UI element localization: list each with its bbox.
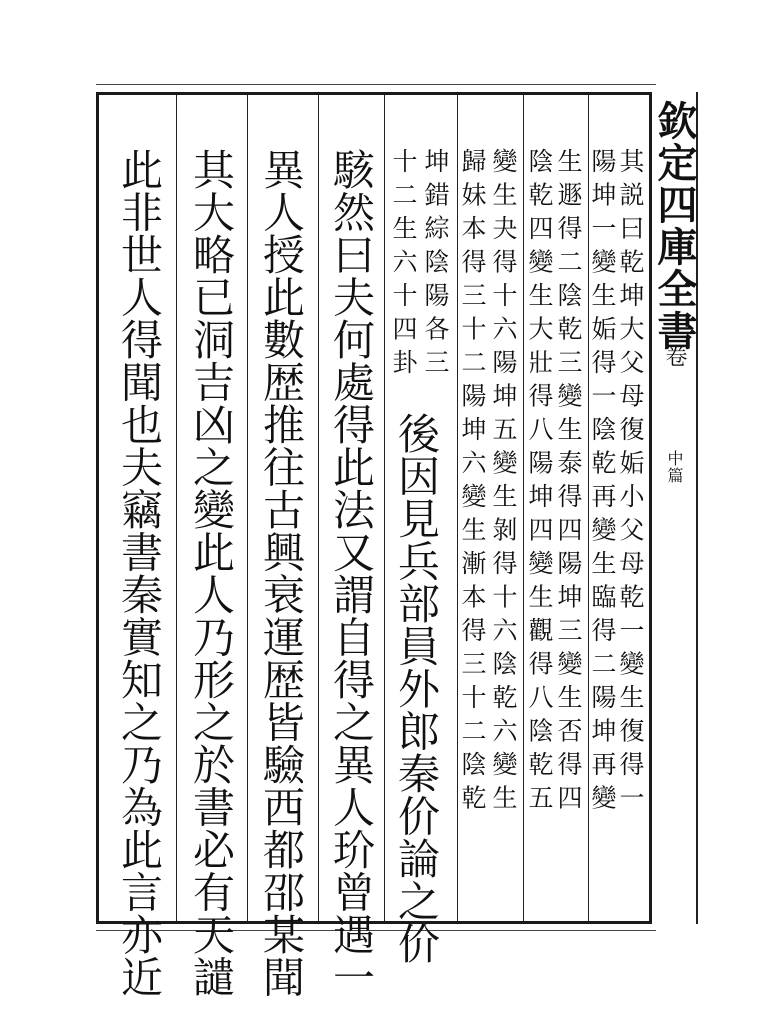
top-rule [96,84,656,85]
column-rule [384,95,385,921]
column-rule [247,95,248,921]
text-column-3: 生遯得二陰乾三變生泰得四陽坤三變生否得四 [554,148,583,818]
text-column-13: 此非世人得聞也夫竊書秦實知之乃為此言亦近 [115,148,164,998]
text-column-12: 其大略已洞吉凶之變此人乃形之於書必有天譴 [187,148,236,998]
text-column-9: 後因見兵部員外郎秦价論之价 [392,412,441,965]
collection-title: 欽定四庫全書 [651,100,698,352]
text-column-1: 其説曰乾坤大父母復姤小父母乾一變生復得一 [616,148,645,818]
volume-label: 卷 [662,345,687,369]
text-column-10: 駭然曰夫何處得此法又謂自得之異人玠曾遇一 [327,148,376,998]
text-column-5: 變生夬得十六陽坤五變生剝得十六陰乾六變生 [489,148,518,818]
column-rule [523,95,524,921]
bottom-rule [96,930,656,931]
text-column-4: 陰乾四變生大壯得八陽坤四變生觀得八陰乾五 [525,148,554,818]
text-column-7: 坤錯綜陰陽各三 [421,148,450,383]
section-label: 中篇 [665,450,684,484]
column-rule [176,95,177,921]
text-column-11: 異人授此數歴推往古興衰運歴皆驗西都邵某聞 [257,148,306,998]
text-column-6: 歸妹本得三十二陽坤六變生漸本得三十二陰乾 [458,148,487,818]
text-column-8: 十二生六十四卦 [389,148,418,383]
column-rule [318,95,319,921]
text-column-2: 陽坤一變生姤得一陰乾再變生臨得二陽坤再變 [588,148,617,818]
